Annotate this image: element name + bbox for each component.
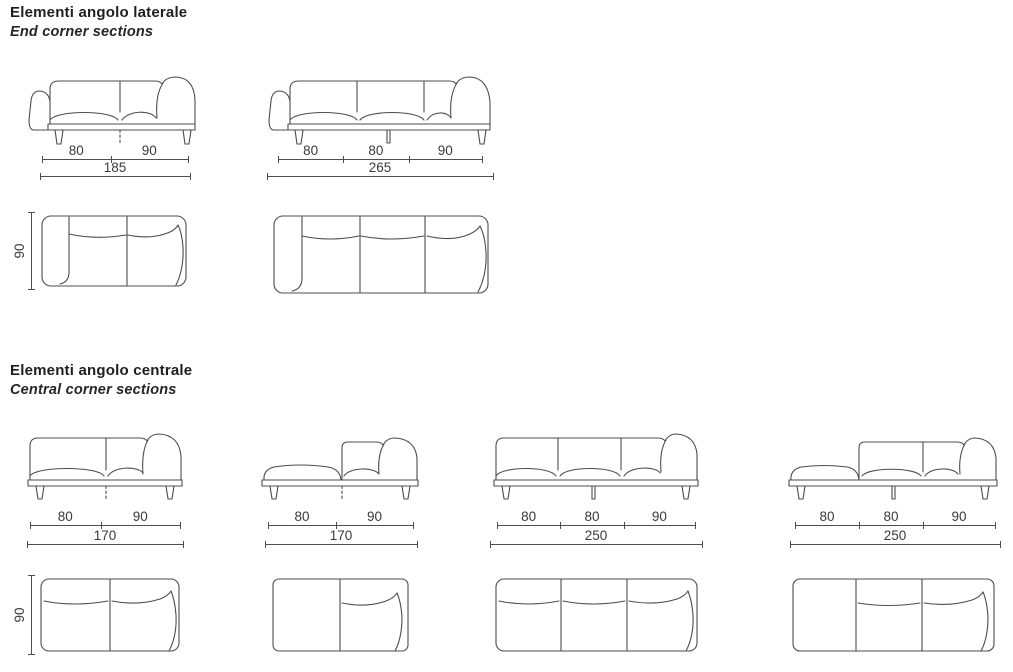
sofa-top-drawing xyxy=(270,575,412,655)
dimension-line xyxy=(30,525,180,526)
sofa-front-drawing-central-3seat xyxy=(488,432,703,504)
seat-dimensions-row xyxy=(268,510,413,526)
sofa-outline xyxy=(273,579,408,651)
depth-dimension xyxy=(12,212,36,290)
front-view-end-corner-2seat xyxy=(25,72,200,184)
dim-label: 80 xyxy=(68,143,84,158)
sofa-top-drawing xyxy=(38,212,190,290)
dimension-line xyxy=(31,575,32,655)
dim-label: 90 xyxy=(951,509,967,524)
sofa-top-drawing xyxy=(790,575,998,655)
top-view-end-corner-2seat xyxy=(38,212,190,290)
section1-title-english: End corner sections xyxy=(10,24,154,40)
depth-dimension xyxy=(12,575,36,655)
sofa-front-drawing-central-2seat-open xyxy=(258,432,423,504)
section2-title-italian: Elementi angolo centrale xyxy=(10,362,193,379)
sofa-outline xyxy=(28,434,182,499)
dim-label: 90 xyxy=(437,143,453,158)
top-view-central-3seat xyxy=(493,575,701,655)
total-dim-label: 185 xyxy=(103,160,127,175)
sofa-front-drawing-end-3seat xyxy=(265,72,495,150)
total-dim-label: 170 xyxy=(329,528,353,543)
total-dim-label: 265 xyxy=(368,160,392,175)
dimension-line xyxy=(265,544,417,545)
total-dim-label: 250 xyxy=(883,528,907,543)
dimension-line xyxy=(268,525,413,526)
dim-label: 90 xyxy=(132,509,148,524)
dimension-line xyxy=(795,525,995,526)
dimension-line xyxy=(790,544,1000,545)
seat-dimensions-row xyxy=(795,510,995,526)
top-view-end-corner-3seat xyxy=(270,212,492,297)
dim-label: 80 xyxy=(303,143,319,158)
sofa-outline xyxy=(274,216,488,293)
seat-dimensions-row xyxy=(497,510,695,526)
dim-label: 80 xyxy=(368,143,384,158)
top-view-central-3seat-open xyxy=(790,575,998,655)
dimension-line xyxy=(497,525,695,526)
seat-dimensions-row xyxy=(278,144,482,160)
front-view-end-corner-3seat xyxy=(265,72,495,184)
dim-label: 80 xyxy=(883,509,899,524)
sofa-top-drawing xyxy=(38,575,183,655)
sofa-outline xyxy=(793,579,994,651)
dim-label: 90 xyxy=(651,509,667,524)
dim-label: 80 xyxy=(819,509,835,524)
section2-title-english: Central corner sections xyxy=(10,382,177,398)
dim-label: 80 xyxy=(294,509,310,524)
sofa-outline xyxy=(789,438,997,499)
dimension-line xyxy=(31,212,32,290)
seat-dimensions-row xyxy=(30,510,180,526)
sofa-outline xyxy=(41,579,179,651)
dim-label: 90 xyxy=(367,509,383,524)
dim-label: 90 xyxy=(141,143,157,158)
dimension-line xyxy=(40,176,190,177)
sofa-outline xyxy=(262,438,418,499)
dimension-line xyxy=(267,176,493,177)
sofa-outline xyxy=(269,77,490,144)
dimension-line xyxy=(490,544,702,545)
front-view-central-2seat xyxy=(22,432,187,552)
depth-label: 90 xyxy=(11,243,27,259)
sofa-outline xyxy=(42,216,186,286)
front-view-central-3seat-open xyxy=(785,432,1003,552)
sofa-outline xyxy=(494,434,698,499)
sofa-front-drawing-central-3seat-open xyxy=(785,432,1003,504)
seat-dimensions-row xyxy=(42,144,188,160)
dimension-line xyxy=(27,544,183,545)
total-dim-label: 250 xyxy=(584,528,608,543)
sofa-outline xyxy=(496,579,697,651)
top-view-central-2seat-open xyxy=(270,575,412,655)
total-dimension-row xyxy=(40,161,190,177)
sofa-front-drawing-central-2seat xyxy=(22,432,187,504)
sofa-front-drawing-end-2seat xyxy=(25,72,200,150)
front-view-central-3seat xyxy=(488,432,703,552)
dim-label: 80 xyxy=(57,509,73,524)
dim-label: 80 xyxy=(521,509,537,524)
total-dimension-row xyxy=(265,529,417,545)
sofa-top-drawing xyxy=(493,575,701,655)
total-dimension-row xyxy=(27,529,183,545)
top-view-central-2seat xyxy=(38,575,183,655)
section1-title-italian: Elementi angolo laterale xyxy=(10,4,188,21)
dim-label: 80 xyxy=(584,509,600,524)
total-dimension-row xyxy=(790,529,1000,545)
front-view-central-2seat-open xyxy=(258,432,423,552)
sofa-top-drawing xyxy=(270,212,492,297)
total-dimension-row xyxy=(490,529,702,545)
total-dimension-row xyxy=(267,161,493,177)
sofa-outline xyxy=(29,77,195,144)
depth-label: 90 xyxy=(11,607,27,623)
total-dim-label: 170 xyxy=(93,528,117,543)
